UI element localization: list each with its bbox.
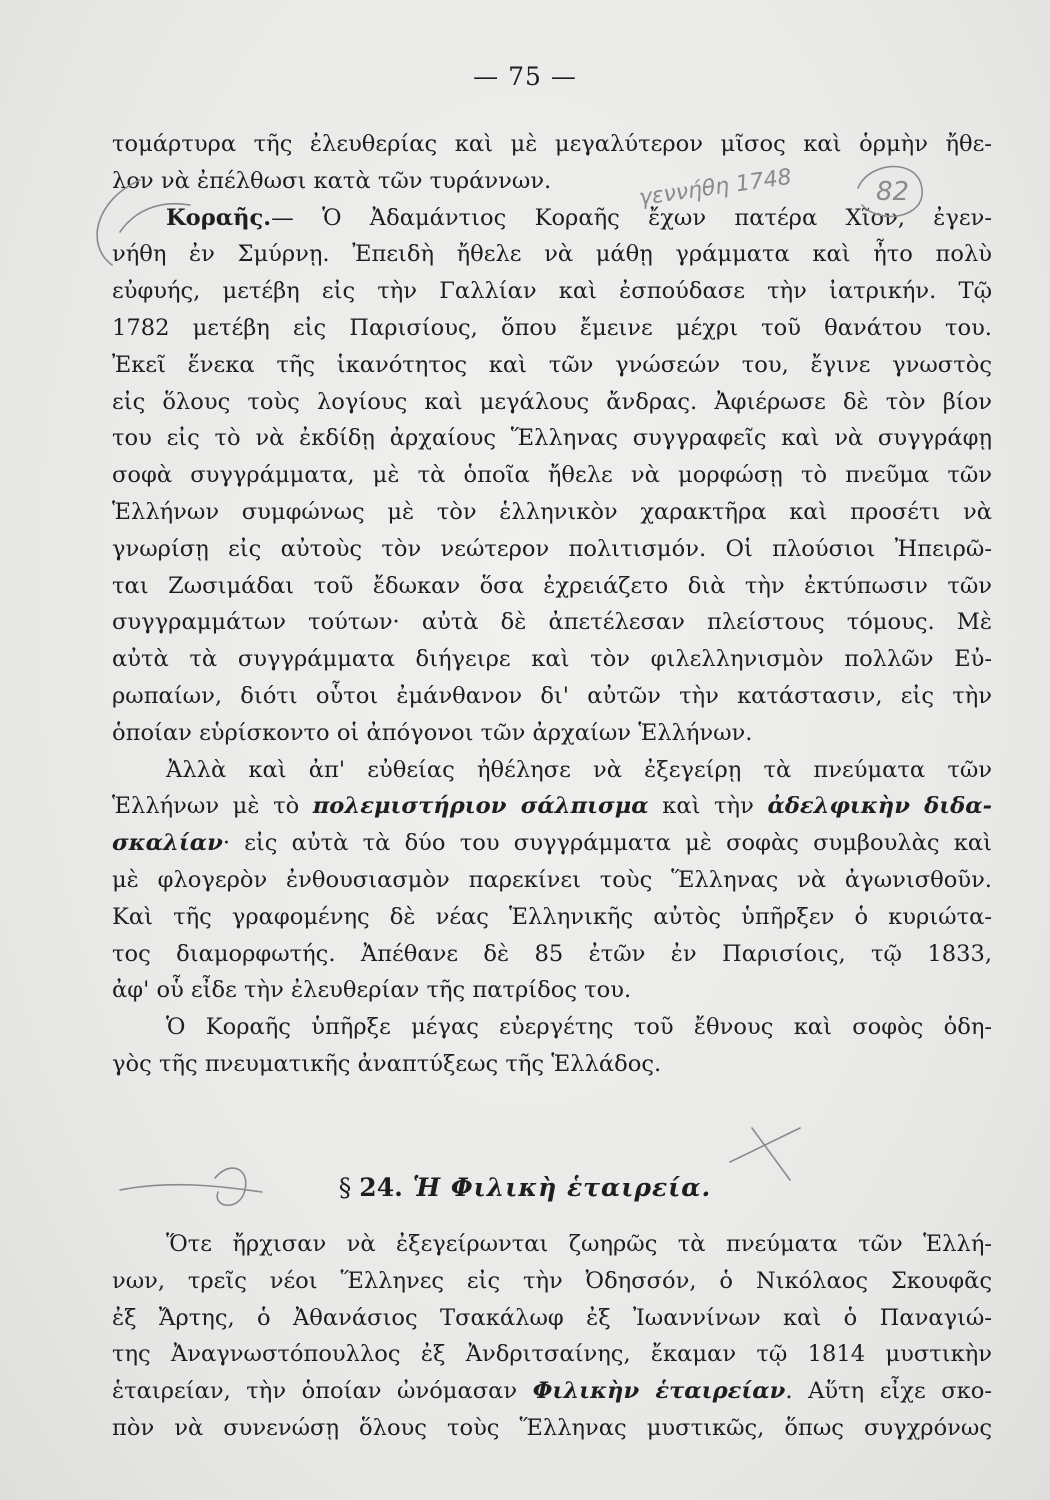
text-line <box>112 825 992 862</box>
text-line: ἀφ' οὗ εἶδε τὴν ἐλευθερίαν τῆς πατρίδος του. <box>112 977 632 1004</box>
section-title: Ἡ Φιλικὴ ἑταιρεία. <box>412 1173 712 1202</box>
text-run: Ἑλλήνων μὲ τὸ <box>112 793 313 820</box>
section-number: 24. <box>359 1173 403 1202</box>
text-line: ἐξ Ἄρτης, ὁ Ἀθανάσιος Τσακάλωφ ἐξ Ἰωαννίνων καὶ ὁ Παναγιώ- <box>112 1304 992 1331</box>
text-block-main <box>112 126 992 1083</box>
text-line: Ἐκεῖ ἕνεκα τῆς ἱκανότητος καὶ τῶν γνώσεών του, ἔγινε γνωστὸς <box>112 351 992 378</box>
text-line: ὁποίαν εὑρίσκοντο οἱ ἀπόγονοι τῶν ἀρχαίων Ἑλλήνων. <box>112 719 753 746</box>
page-number: — 75 — <box>473 62 577 91</box>
text-run: — Ὁ Ἀδαμάντιος Κοραῆς ἔχων πατέρα Χῖον, ἐγεν- <box>271 204 992 231</box>
text-line: Καὶ τῆς γραφομένης δὲ νέας Ἑλληνικῆς αὐτὸς ὑπῆρξεν ὁ κυριώτα- <box>112 903 992 930</box>
korais-paragraph-first-line <box>112 200 992 237</box>
pencil-number: 82 <box>876 177 910 207</box>
text-line: ται Ζωσιμάδαι τοῦ ἔδωκαν ὅσα ἐχρειάζετο διὰ τὴν ἐκτύπωσιν τῶν <box>112 572 992 599</box>
korais-heading: Κοραῆς. <box>166 204 272 231</box>
text-line: τος διαμορφωτής. Ἀπέθανε δὲ 85 ἐτῶν ἐν Παρισίοις, τῷ 1833, <box>112 940 992 967</box>
text-line: γνωρίσῃ εἰς αὐτοὺς τὸν νεώτερον πολιτισμόν. Οἱ πλούσιοι Ἠπειρῶ- <box>112 535 992 562</box>
text-line: εἰς ὅλους τοὺς λογίους καὶ μεγάλους ἄνδρας. Ἀφιέρωσε δὲ τὸν βίον <box>112 388 992 415</box>
text-line: συγγραμμάτων τούτων· αὐτὰ δὲ ἀπετέλεσαν πλείστους τόμους. Μὲ <box>112 609 992 636</box>
text-line: νήθη ἐν Σμύρνῃ. Ἐπειδὴ ἤθελε νὰ μάθῃ γράμματα καὶ ἦτο πολὺ <box>112 241 992 268</box>
text-line: γὸς τῆς πνευματικῆς ἀναπτύξεως τῆς Ἑλλάδος. <box>112 1050 662 1077</box>
text-line <box>112 1373 992 1410</box>
text-line: τομάρτυρα τῆς ἐλευθερίας καὶ μὲ μεγαλύτερον μῖσος καὶ ὁρμὴν ἤθε- <box>112 131 992 157</box>
text-line: Ὅτε ἤρχισαν νὰ ἐξεγείρωνται ζωηρῶς τὰ πνεύματα τῶν Ἑλλή- <box>166 1231 992 1257</box>
text-line: λον νὰ ἐπέλθωσι κατὰ τῶν τυράννων. <box>112 167 552 194</box>
text-run: καὶ τὴν <box>648 793 768 820</box>
text-line: 1782 μετέβη εἰς Παρισίους, ὅπου ἔμεινε μέχρι τοῦ θανάτου του. <box>112 314 992 341</box>
section-symbol: § <box>338 1173 352 1202</box>
text-run: ἑταιρείαν, τὴν ὁποίαν ὠνόμασαν <box>112 1378 533 1405</box>
text-line: νων, τρεῖς νέοι Ἕλληνες εἰς τὴν Ὀδησσόν, ὁ Νικόλαος Σκουφᾶς <box>112 1267 992 1294</box>
emphasis-text: πολεμιστήριον σάλπισμα <box>312 793 649 820</box>
text-line: ρωπαίων, διότι οὗτοι ἐμάνθανον δι' αὐτῶν τὴν κατάστασιν, εἰς τὴν <box>112 682 992 709</box>
text-line: Ἀλλὰ καὶ ἀπ' εὐθείας ἠθέλησε νὰ ἐξεγείρῃ τὰ πνεύματα τῶν <box>166 756 992 783</box>
text-line: του εἰς τὸ νὰ ἐκδίδῃ ἀρχαίους Ἕλληνας συγγραφεῖς καὶ νὰ συγγράφῃ <box>112 425 992 452</box>
pencil-note: γεννήθη 1748 <box>637 164 794 211</box>
text-line: αὐτὰ τὰ συγγράμματα διήγειρε καὶ τὸν φιλελληνισμὸν πολλῶν Εὐ- <box>112 646 992 673</box>
text-block-philiki <box>112 1226 992 1447</box>
text-line: Ὁ Κοραῆς ὑπῆρξε μέγας εὐεργέτης τοῦ ἔθνους καὶ σοφὸς ὁδη- <box>166 1014 992 1041</box>
emphasis-text: Φιλικὴν ἑταιρείαν <box>532 1378 786 1405</box>
text-line: της Ἀναγνωστόπουλλος ἐξ Ἀνδριτσαίνης, ἔκαμαν τῷ 1814 μυστικὴν <box>112 1341 992 1368</box>
text-line: σοφὰ συγγράμματα, μὲ τὰ ὁποῖα ἤθελε νὰ μορφώσῃ τὸ πνεῦμα τῶν <box>112 462 992 489</box>
text-line: πὸν νὰ συνενώσῃ ὅλους τοὺς Ἕλληνας μυστικῶς, ὅπως συγχρόνως <box>112 1414 992 1441</box>
emphasis-text: ἀδελφικὴν διδα- <box>767 793 992 820</box>
text-line: μὲ φλογερὸν ἐνθουσιασμὸν παρεκίνει τοὺς Ἕλληνας νὰ ἀγωνισθοῦν. <box>112 866 992 893</box>
emphasis-text: σκαλίαν <box>112 830 223 857</box>
section-heading <box>0 1173 1050 1202</box>
text-line: εὐφυής, μετέβη εἰς τὴν Γαλλίαν καὶ ἐσπούδασε τὴν ἰατρικήν. Τῷ <box>112 278 992 305</box>
text-run: . Αὕτη εἶχε σκο- <box>785 1378 992 1405</box>
text-line <box>112 788 992 825</box>
text-line: Ἑλλήνων συμφώνως μὲ τὸν ἑλληνικὸν χαρακτῆρα καὶ προσέτι νὰ <box>112 498 992 525</box>
text-run: · εἰς αὐτὰ τὰ δύο του συγγράμματα μὲ σοφὰς συμβουλὰς καὶ <box>222 830 992 857</box>
